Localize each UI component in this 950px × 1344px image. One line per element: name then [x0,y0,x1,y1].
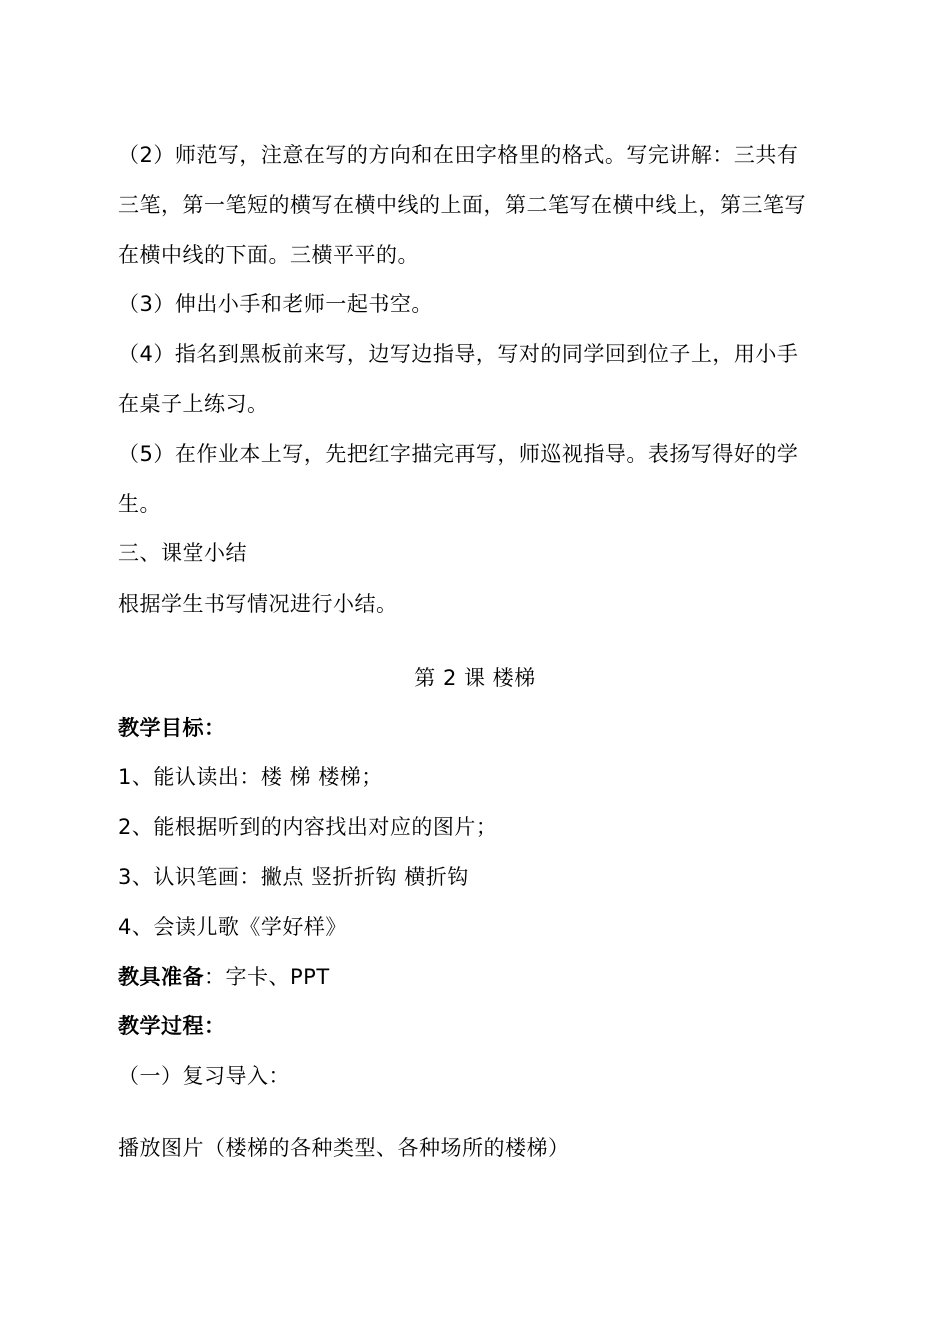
tools-heading: 教具准备 [118,965,204,989]
paragraph-line-1: （2）师范写，注意在写的方向和在田字格里的格式。写完讲解：三共有 [118,143,799,167]
process-step-1: （一）复习导入： [118,1064,290,1088]
paragraph-line-5: （4）指名到黑板前来写，边写边指导，写对的同学回到位子上，用小手 [118,342,799,366]
paragraph-line-7: （5）在作业本上写，先把红字描完再写，师巡视指导。表扬写得好的学 [118,442,799,466]
section-heading-summary: 三、课堂小结 [118,541,247,565]
paragraph-line-3: 在横中线的下面。三横平平的。 [118,243,419,267]
objective-item-2: 2、能根据听到的内容找出对应的图片； [118,815,498,839]
process-step-1-content: 播放图片（楼梯的各种类型、各种场所的楼梯） [118,1136,570,1160]
tools-line [118,962,838,992]
paragraph-line-2: 三笔，第一笔短的横写在横中线的上面，第二笔写在横中线上，第三笔写 [118,193,806,217]
paragraph-line-summary: 根据学生书写情况进行小结。 [118,592,398,616]
objective-item-4: 4、会读儿歌《学好样》 [118,915,347,939]
objectives-heading: 教学目标： [118,716,226,740]
paragraph-line-4: （3）伸出小手和老师一起书空。 [118,292,433,316]
lesson-title: 第 2 课 楼梯 [414,666,536,690]
paragraph-line-8: 生。 [118,492,161,516]
process-heading: 教学过程： [118,1014,226,1038]
paragraph-line-6: 在桌子上练习。 [118,392,269,416]
objective-item-1: 1、能认读出：楼 梯 楼梯； [118,765,383,789]
tools-value: ：字卡、PPT [204,965,330,989]
objective-item-3: 3、认识笔画：撇点 竖折折钩 横折钩 [118,865,469,889]
